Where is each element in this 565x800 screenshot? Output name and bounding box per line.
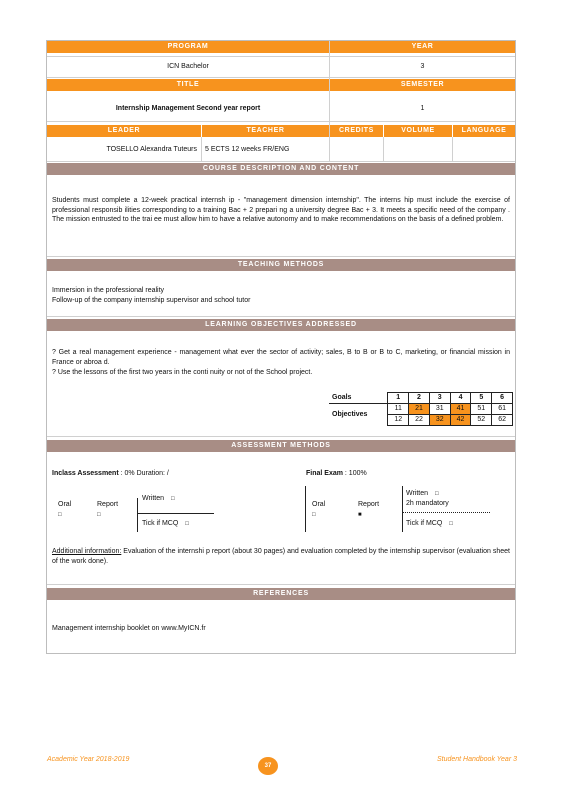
final-exam: [306, 469, 506, 478]
oral-label: Oral: [312, 501, 326, 508]
objective-cell-highlighted: 41: [450, 404, 471, 415]
teaching-methods-line2: Follow-up of the company internship supervisor and school tutor: [52, 297, 251, 304]
inclass-value: : 0% Duration: /: [120, 470, 169, 477]
leader-teacher-value: TOSELLO Alexandra Tuteurs: [106, 146, 197, 153]
objective-cell: 22: [409, 415, 430, 426]
tick-mcq-label: Tick if MCQ: [142, 520, 179, 527]
teaching-methods-header: TEACHING METHODS: [47, 259, 515, 271]
year-value: 3: [420, 63, 425, 70]
volume-header: VOLUME: [384, 125, 452, 137]
objective-cell: 62: [492, 415, 513, 426]
goals-table: [329, 392, 513, 426]
objective-cell-highlighted: 21: [409, 404, 430, 415]
checkbox-icon: □: [449, 521, 453, 527]
inclass-mcq-option: [142, 519, 189, 529]
course-description-text: Students must complete a 12-week practical internsh ip - "management dimension internship". The interns hip must include the exercise of professional responsib ilities corresponding to a training Bac + 2 prepari ng a university degree Bac + 3. It meets a specific need of the company . The mission entrusted to the trai ee must allow him to have a relative autonomy and to make recommendations on the basis of a defined problem.: [52, 197, 510, 223]
checkbox-icon: □: [312, 512, 316, 518]
objective-cell: 51: [471, 404, 492, 415]
final-oral-option: [312, 500, 325, 520]
objectives-row-1: [329, 404, 513, 415]
teaching-methods-line1: Immersion in the professional reality: [52, 287, 165, 294]
goals-label: Goals: [329, 393, 388, 404]
inclass-oral-option: [58, 500, 71, 520]
semester-value: 1: [420, 105, 425, 112]
tick-mcq-label: Tick if MCQ: [406, 520, 443, 527]
credits-volume-language-value: 5 ECTS 12 weeks FR/ENG: [205, 146, 290, 153]
checkbox-icon: □: [58, 512, 62, 518]
final-report-option: [358, 500, 379, 520]
goal-number: 1: [388, 393, 409, 404]
final-value: : 100%: [344, 470, 367, 477]
final-mcq-option: [406, 519, 453, 529]
program-value: ICN Bachelor: [167, 63, 209, 70]
objective-cell-highlighted: 42: [450, 415, 471, 426]
inclass-written-option: [142, 494, 175, 504]
teacher-header: TEACHER: [202, 125, 329, 137]
leader-header: LEADER: [47, 125, 201, 137]
objectives-label: Objectives: [332, 410, 368, 418]
year-header: YEAR: [330, 41, 515, 53]
checked-box-icon: ■: [358, 512, 362, 518]
inclass-label: Inclass Assessment: [52, 470, 119, 477]
objective-cell: 12: [388, 415, 409, 426]
inclass-assessment: [52, 469, 292, 478]
objective-cell: 31: [429, 404, 450, 415]
checkbox-icon: □: [97, 512, 101, 518]
title-value: Internship Management Second year report: [115, 105, 261, 112]
written-label: Written: [142, 495, 165, 502]
goal-number: 4: [450, 393, 471, 404]
additional-information: [52, 547, 510, 566]
mandatory-label: 2h mandatory: [406, 500, 449, 507]
report-label: Report: [97, 501, 119, 508]
final-written-option: [406, 489, 449, 509]
objective-cell: 52: [471, 415, 492, 426]
additional-text: Evaluation of the internshi p report (about 30 pages) and evaluation completed by the internship supervisor (evaluation sheet of the work done).: [52, 548, 510, 565]
objective-item-2: ? Use the lessons of the first two years in the conti nuity or not of the School project.: [52, 369, 313, 376]
footer-handbook-title: Student Handbook Year 3: [436, 756, 517, 763]
oral-label: Oral: [58, 501, 72, 508]
written-label: Written: [406, 490, 429, 497]
page-number-badge: 37: [258, 757, 278, 775]
references-text: Management internship booklet on www.MyICN.fr: [52, 625, 206, 632]
credits-header: CREDITS: [330, 125, 383, 137]
references-header: REFERENCES: [47, 588, 515, 600]
goal-number: 2: [409, 393, 430, 404]
checkbox-icon: □: [435, 491, 439, 497]
footer-academic-year: Academic Year 2018-2019: [47, 756, 130, 763]
additional-label: Additional information:: [52, 548, 122, 555]
objective-cell: 61: [492, 404, 513, 415]
goals-row: [329, 393, 513, 404]
title-header: TITLE: [47, 79, 329, 91]
inclass-report-option: [97, 500, 118, 520]
objective-item-1: ? Get a real management experience - management what ever the sector of activity; sales, B to B or B to C, marketing, or financial mission in France or abroa d.: [52, 349, 510, 366]
objective-cell-highlighted: 32: [429, 415, 450, 426]
final-label: Final Exam: [306, 470, 343, 477]
learning-objectives-header: LEARNING OBJECTIVES ADDRESSED: [47, 319, 515, 331]
goal-number: 3: [429, 393, 450, 404]
report-label: Report: [358, 501, 380, 508]
assessment-methods-header: ASSESSMENT METHODS: [47, 440, 515, 452]
goal-number: 5: [471, 393, 492, 404]
language-header: LANGUAGE: [453, 125, 515, 137]
checkbox-icon: □: [171, 496, 175, 502]
semester-header: SEMESTER: [330, 79, 515, 91]
program-header: PROGRAM: [47, 41, 329, 53]
objective-cell: 11: [388, 404, 409, 415]
goal-number: 6: [492, 393, 513, 404]
checkbox-icon: □: [185, 521, 189, 527]
course-description-header: COURSE DESCRIPTION AND CONTENT: [47, 163, 515, 175]
